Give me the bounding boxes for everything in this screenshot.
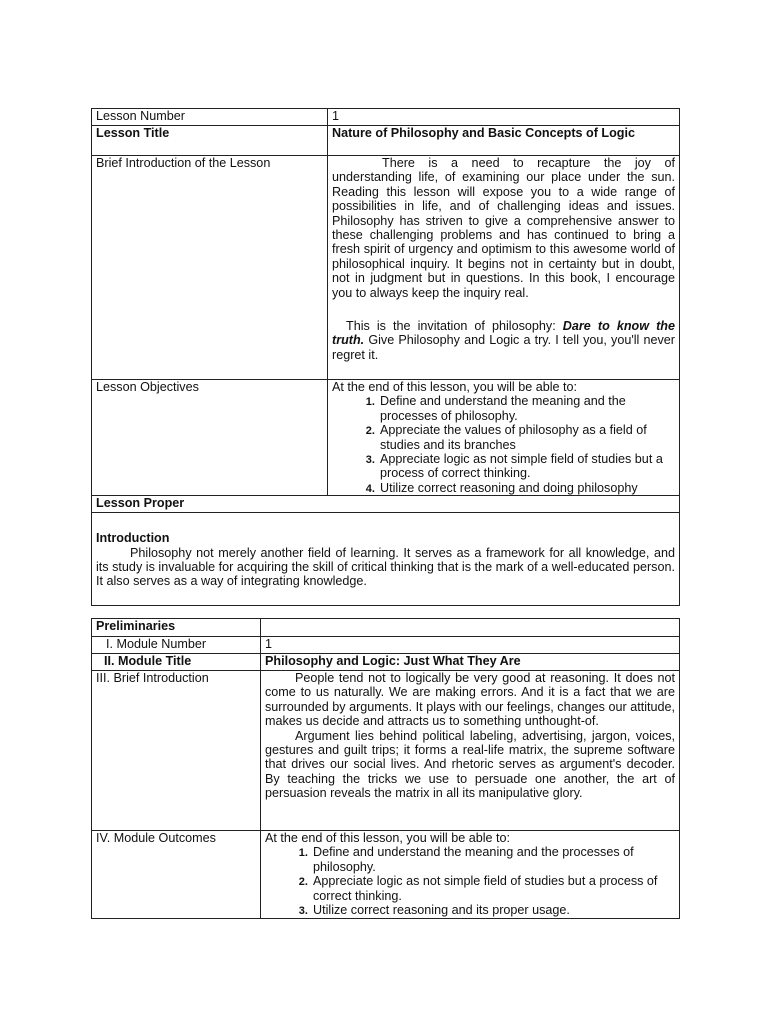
list-item: 2. Appreciate the values of philosophy as a field of studies and its branches (378, 423, 675, 452)
list-item: 2. Appreciate logic as not simple field of studies but a process of correct thinking. (311, 874, 675, 903)
brief-intro-paragraph-2: Argument lies behind political labeling, advertising, jargon, voices, gestures and guilt trips; it forms a real-life matrix, the supreme software that drives our social lives. And rhetoric serves as argument's decoder. By teaching the tricks we use to persuade one another, the art of persuasion reveals the matrix in all its manipulative glory. (265, 728, 675, 801)
introduction-body: Philosophy not merely another field of learning. It serves as a framework for all knowledge, and its study is invaluable for acquiring the skill of critical thinking that is the mark of a well-educated person. It also serves as a way of integrating knowledge. (96, 545, 675, 589)
module-number-label: I. Module Number (92, 637, 261, 654)
lesson-proper-label: Lesson Proper (92, 496, 680, 513)
list-item: 3. Utilize correct reasoning and its proper usage. (311, 903, 675, 917)
list-item: 3. Appreciate logic as not simple field of studies but a process of correct thinking. (378, 452, 675, 481)
brief-intro-row (92, 671, 680, 831)
lesson-title-label: Lesson Title (92, 126, 328, 156)
list-item: 4. Utilize correct reasoning and doing philosophy (378, 481, 675, 495)
brief-intro-cell (261, 671, 680, 831)
lesson-intro-row (92, 156, 680, 380)
module-outcomes-cell (261, 831, 680, 919)
lesson-intro-label: Brief Introduction of the Lesson (92, 156, 328, 380)
module-title-value: Philosophy and Logic: Just What They Are (261, 654, 680, 671)
lesson-objectives-row (92, 380, 680, 496)
list-item: 1. Define and understand the meaning and the processes of philosophy. (378, 394, 675, 423)
objectives-lead: At the end of this lesson, you will be able to: (332, 380, 578, 394)
outcomes-lead: At the end of this lesson, you will be able to: (265, 831, 511, 845)
outcomes-list (265, 845, 675, 917)
lesson-title-row (92, 126, 680, 156)
dare-to-know-emphasis: Dare to know the truth. (332, 319, 675, 348)
lesson-table (91, 108, 680, 606)
lesson-proper-row (92, 496, 680, 513)
introduction-heading: Introduction (96, 531, 170, 546)
lesson-number-value: 1 (328, 109, 680, 126)
lesson-number-row (92, 109, 680, 126)
module-number-row (92, 637, 680, 654)
preliminaries-row (92, 619, 680, 637)
module-number-value: 1 (261, 637, 680, 654)
lesson-intro-paragraph-1: There is a need to recapture the joy of understanding life, of examining our place under the sun. Reading this lesson will expose you to a wide range of possibilities in life, and of challenging ideas and issues. Philosophy has striven to give a comprehensive answer to these challenging problems and has continued to bring a fresh spirit of urgency and optimism to this awesome world of philosophical inquiry. It begins not in certainty but in doubt, not in judgment but in questions. In this book, I encourage you to always keep the inquiry real. (332, 156, 675, 300)
objectives-list (332, 394, 675, 495)
lesson-introduction-cell (92, 513, 680, 606)
module-outcomes-label: IV. Module Outcomes (92, 831, 261, 919)
brief-intro-paragraph-1: People tend not to logically be very good at reasoning. It does not come to us naturally. We are making errors. And it is a fact that we are surrounded by arguments. It plays with our feelings, changes our attitude, makes us decide and attracts us to something unthought-of. (265, 671, 675, 729)
module-title-row (92, 654, 680, 671)
lesson-objectives-label: Lesson Objectives (92, 380, 328, 496)
lesson-objectives-cell (328, 380, 680, 496)
lesson-number-label: Lesson Number (92, 109, 328, 126)
intro-p2-lead: This is the invitation of philosophy: (346, 319, 563, 334)
intro-p2-tail: Give Philosophy and Logic a try. I tell you, you'll never regret it. (332, 333, 675, 362)
module-table (91, 618, 680, 919)
lesson-title-value: Nature of Philosophy and Basic Concepts of Logic (328, 126, 680, 156)
preliminaries-label: Preliminaries (92, 619, 261, 637)
lesson-intro-paragraph-2 (332, 319, 675, 362)
list-item: 1. Define and understand the meaning and the processes of philosophy. (311, 845, 675, 874)
module-outcomes-row (92, 831, 680, 919)
lesson-intro-cell (328, 156, 680, 380)
lesson-introduction-row (92, 513, 680, 606)
brief-intro-label: III. Brief Introduction (92, 671, 261, 831)
module-title-label: II. Module Title (92, 654, 261, 671)
